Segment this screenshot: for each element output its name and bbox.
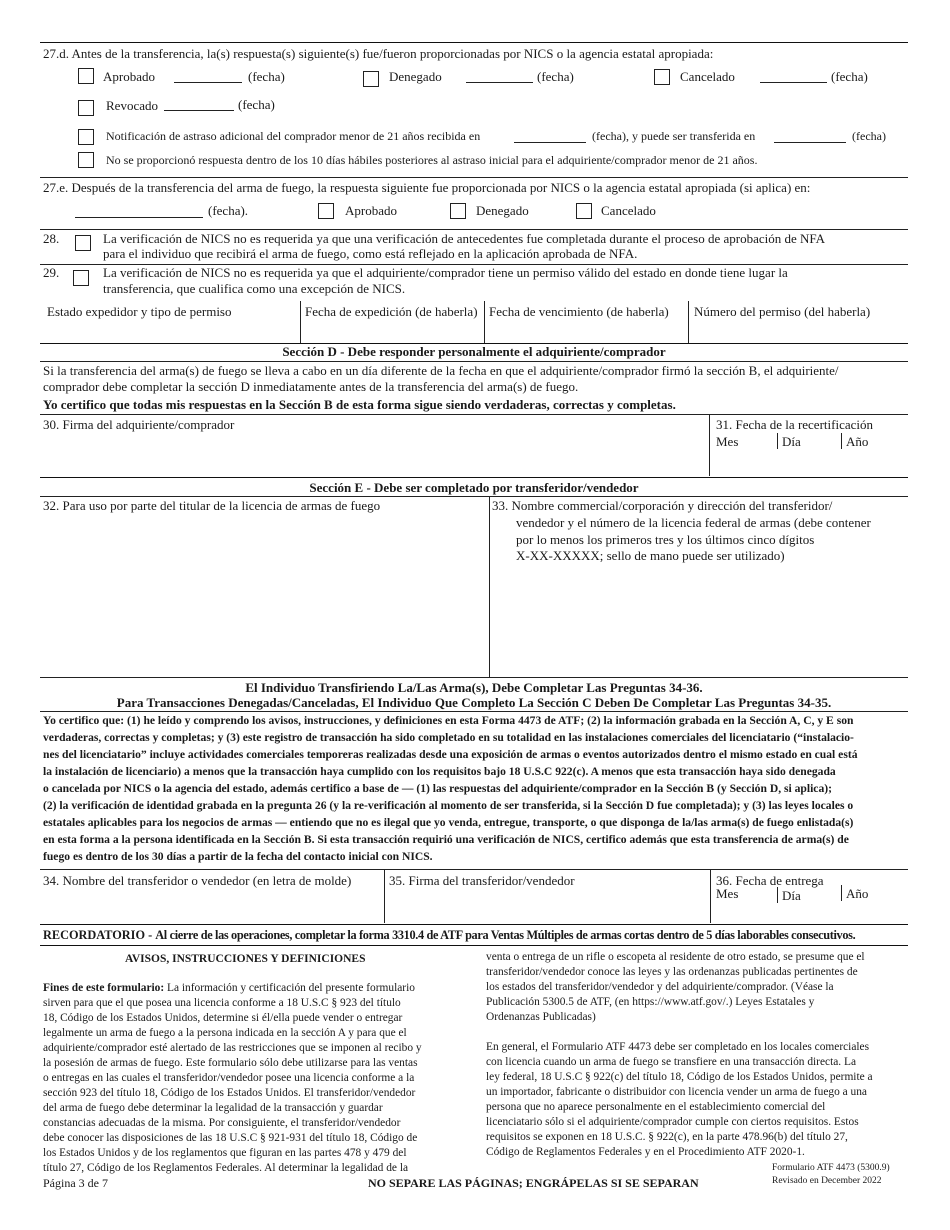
q27d-revoked-checkbox[interactable]: [78, 100, 94, 116]
q27d-label: 27.d. Antes de la transferencia, la(s) respuesta(s) siguiente(s) fue/fueron proporcionadas por NICS o la agencia estatal apropiada:: [43, 46, 714, 61]
q27d-no-response-label: No se proporcionó respuesta dentro de los 10 días hábiles posteriores al astraso inicial para el adquiriente/comprador menor de 21 años.: [106, 153, 758, 167]
divider: [777, 433, 778, 449]
q36-date-field[interactable]: [714, 904, 904, 922]
q27d-delay-transfer-label: (fecha), y puede ser transferida en: [592, 129, 756, 143]
divider: [384, 869, 385, 923]
q33-line1: 33. Nombre commercial/corporación y dirección del transferidor/: [492, 498, 833, 513]
divider: [40, 869, 908, 870]
fecha-label: (fecha): [831, 69, 868, 84]
q35-signature-field[interactable]: [389, 891, 707, 921]
q31-day-label: Día: [782, 434, 801, 449]
q27d-delay-checkbox[interactable]: [78, 129, 94, 145]
q29-number: 29.: [43, 265, 60, 280]
q31-year-label: Año: [846, 434, 869, 449]
notices-left-text: La información y certificación del presente formulario: [164, 982, 415, 994]
section-d-intro-line1: Si la transferencia del arma(s) de fuego se lleva a cabo en un día diferente de la fecha en que el adquiriente/comprador firmó la sección B, el adquiriente/: [43, 363, 839, 378]
q31-date-field[interactable]: [714, 451, 904, 473]
fecha-label: (fecha): [248, 69, 285, 84]
divider: [40, 229, 908, 230]
q35-label: 35. Firma del transferidor/vendedor: [389, 873, 575, 888]
divider: [40, 677, 908, 678]
q27d-revoked-label: Revocado: [106, 98, 158, 113]
q27e-label: 27.e. Después de la transferencia del arma de fuego, la respuesta siguiente fue proporcionada por NICS o la agencia estatal apropiada (si aplica) en:: [43, 180, 811, 195]
q27d-denied-date-field[interactable]: [466, 82, 533, 83]
q31-label: 31. Fecha de la recertificación: [716, 417, 873, 432]
q28-line2: para el individuo que recibirá el arma de fuego, como está reflejado en la aplicación aprobada de NFA.: [103, 246, 638, 261]
notices-left-lead: Fines de este formulario:: [43, 982, 165, 994]
notices-left-line: o entregas en las cuales el transferidor/vendedor posee una licencia conforme a la: [43, 1072, 415, 1084]
q27d-denied-checkbox[interactable]: [363, 71, 379, 87]
section-d-intro-line2: comprador debe completar la sección D inmediatamente antes de la transferencia del arma(s) de fuego.: [43, 379, 579, 394]
q30-label: 30. Firma del adquiriente/comprador: [43, 417, 235, 432]
q29-line2: transferencia, que cualifica como una excepción de NICS.: [103, 281, 406, 296]
q33-line3: por lo menos los primeros tres y los últimos cinco dígitos: [516, 532, 815, 547]
notices-left-line: sección 923 del título 18, Código de los Estados Unidos. El transferidor/vendedor: [43, 1087, 416, 1099]
q27d-delay-label: Notificación de astraso adicional del comprador menor de 21 años recibida en: [106, 129, 481, 143]
notices-left-line: constancias adecuadas de la misma. Por consiguiente, el transferidor/vendedor: [43, 1117, 401, 1129]
divider: [484, 301, 485, 343]
q27d-approved-checkbox[interactable]: [78, 68, 94, 84]
divider: [40, 945, 908, 946]
q27d-revoked-date-field[interactable]: [164, 110, 234, 111]
divider: [841, 433, 842, 449]
cert-line: estatales aplicables para los negocios de armas — entiendo que no es ilegal que yo venda, entregue, transporte, o que disponga de la/las arma(s) de fuego enlistada(s): [43, 816, 854, 829]
notices-left-line: adquiriente/comprador esté alertado de las restricciones que se imponen al recibo y: [43, 1042, 422, 1054]
reminder-label: RECORDATORIO -: [43, 928, 156, 942]
q27d-cancelled-label: Cancelado: [680, 69, 735, 84]
notices-left-line: debe conocer las disposiciones de las 18 U.S.C § 921-931 del título 18, Código de: [43, 1132, 418, 1144]
cert-line: nes del licenciatario” incluye actividades comerciales temporeras realizadas desde una exposición de armas o eventos autorizados dentro el mismo estado en cual está: [43, 748, 858, 761]
notices-title: AVISOS, INSTRUCCIONES Y DEFINICIONES: [125, 953, 366, 965]
section-d-certify: Yo certifico que todas mis respuestas en la Sección B de esta forma sigue siendo verdaderas, correctas y completas.: [43, 397, 676, 412]
section-e-top-rule: [40, 477, 908, 478]
q27d-approved-label: Aprobado: [103, 69, 155, 84]
notices-right-line: con licencia cuando un arma de fuego se transfiere en una transacción directa. La: [486, 1056, 857, 1068]
fecha-label: (fecha): [852, 129, 886, 143]
section-e-heading1: El Individuo Transfiriendo La/Las Arma(s), Debe Completar Las Preguntas 34-36.: [245, 680, 703, 695]
notices-left-line: sirven para que el que posea una licencia conforme a 18 U.S.C § 923 del título: [43, 997, 401, 1009]
cert-line: en esta forma a la persona identificada en la Sección B. Si esta transacción requirió una verificación de NICS, certifico además que esta transferencia de arma(s) de: [43, 833, 849, 846]
q27d-cancelled-checkbox[interactable]: [654, 69, 670, 85]
notices-left-line: la posesión de armas de fuego. Este formulario sólo debe utilizarse para las ventas: [43, 1057, 418, 1069]
notices-left-line: del arma de fuego debe determinar la legalidad de la transacción y guardar: [43, 1102, 383, 1114]
fecha-label: (fecha): [238, 97, 275, 112]
notices-right-line: ley federal, 18 U.S.C § 922(c) del título 18, Código de los Estados Unidos, permite a: [486, 1071, 873, 1083]
q29-col-number: Número del permiso (del haberla): [694, 304, 871, 319]
notices-right-line: los estados del transferidor/vendedor y del adquiriente/comprador. (Véase la: [486, 981, 834, 993]
notices-right-line: un importador, fabricante o distribuidor con licencia vender un arma de fuego a una: [486, 1086, 867, 1098]
divider: [841, 885, 842, 901]
q27e-cancelled-label: Cancelado: [601, 203, 656, 218]
q29-checkbox[interactable]: [73, 270, 89, 286]
q27e-cancelled-checkbox[interactable]: [576, 203, 592, 219]
reminder-text: Al cierre de las operaciones, completar la forma 3310.4 de ATF para Ventas Múltiples de armas cortas dentro de 5 días laborables consecutivos.: [155, 928, 856, 942]
q27d-approved-date-field[interactable]: [174, 82, 242, 83]
cert-line: fuego es dentro de los 30 días a partir de la fecha del contacto inicial con NICS.: [43, 850, 433, 863]
notices-left-line: 18, Código de los Estados Unidos, determine si él/ella puede vender o entregar: [43, 1012, 403, 1024]
q27e-fecha-label: (fecha).: [208, 203, 249, 218]
q29-col-expire: Fecha de vencimiento (de haberla): [489, 304, 669, 319]
q33-business-field[interactable]: [494, 568, 904, 676]
q30-signature-field[interactable]: [44, 434, 704, 474]
divider: [40, 711, 908, 712]
q29-col-issue: Fecha de expedición (de haberla): [305, 304, 478, 319]
divider: [300, 301, 301, 343]
q27d-delay-transfer-date-field[interactable]: [774, 142, 846, 143]
section-e-heading2: Para Transacciones Denegadas/Canceladas, El Individuo Que Completo La Sección C Deben De Completar Las Preguntas 34-35.: [116, 695, 832, 710]
footer-center-notice: NO SEPARE LAS PÁGINAS; ENGRÁPELAS SI SE SEPARAN: [368, 1176, 699, 1190]
notices-right-line: venta o entrega de un rifle o escopeta al residente de otro estado, se presume que el: [486, 951, 865, 963]
section-e-title: Sección E - Debe ser completado por transferidor/vendedor: [309, 480, 639, 495]
cert-line: verdaderas, correctas y completas; y (3) este registro de transacción ha sido completado en su totalidad en las instalaciones comerciales del licenciatario (“instalacio-: [43, 731, 854, 744]
notices-right-line: Código de Reglamentos Federales y en el Procedimiento ATF 2020-1.: [486, 1146, 805, 1158]
footer-form-number: Formulario ATF 4473 (5300.9): [772, 1163, 890, 1173]
notices-left-line: legalmente un arma de fuego a la persona indicada en la sección A y para que el: [43, 1027, 407, 1039]
q27e-date-field[interactable]: [75, 217, 203, 218]
q27e-approved-label: Aprobado: [345, 203, 397, 218]
divider: [709, 414, 710, 476]
q27e-denied-checkbox[interactable]: [450, 203, 466, 219]
q28-checkbox[interactable]: [75, 235, 91, 251]
section-d-title: Sección D - Debe responder personalmente el adquiriente/comprador: [282, 344, 666, 359]
footer-revised: Revisado en December 2022: [772, 1176, 882, 1186]
q29-line1: La verificación de NICS no es requerida ya que el adquiriente/comprador tiene un permiso válido del estado en donde tiene lugar la: [103, 265, 788, 280]
fecha-label: (fecha): [537, 69, 574, 84]
q31-month-label: Mes: [716, 434, 739, 449]
q27e-denied-label: Denegado: [476, 203, 529, 218]
q32-licensee-field[interactable]: [44, 516, 484, 676]
notices-right-line: licenciatario sólo si el adquiriente/comprador cumple con ciertos requisitos. Estos: [486, 1116, 859, 1128]
notices-right-line: persona que no aparece personalmente en el establecimiento comercial del: [486, 1101, 826, 1113]
q34-name-field[interactable]: [44, 891, 378, 921]
divider: [489, 496, 490, 677]
q34-label: 34. Nombre del transferidor o vendedor (en letra de molde): [43, 873, 352, 888]
q27d-cancelled-date-field[interactable]: [760, 82, 827, 83]
notices-right-line: Ordenanzas Publicadas): [486, 1011, 596, 1023]
footer-page-number: Página 3 de 7: [43, 1176, 108, 1190]
divider: [40, 177, 908, 178]
cert-line: Yo certifico que: (1) he leído y comprendo los avisos, instrucciones, y definiciones en esta Forma 4473 de ATF; (2) la información grabada en la Sección A, C, y E son: [43, 714, 854, 727]
q27d-delay-received-date-field[interactable]: [514, 142, 586, 143]
notices-right-line: requisitos se exponen en 18 U.S.C. § 922(c), en la parte 478.96(b) del título 27,: [486, 1131, 848, 1143]
divider: [40, 414, 908, 415]
q27d-no-response-checkbox[interactable]: [78, 152, 94, 168]
notices-right-line: Publicación 5300.5 de ATF, (en https://www.atf.gov/.) Leyes Estatales y: [486, 996, 815, 1008]
divider: [777, 887, 778, 903]
notices-left-line: los Estados Unidos y de los reglamentos que figuran en las partes 478 y 479 del: [43, 1147, 407, 1159]
divider: [688, 301, 689, 343]
q36-year-label: Año: [846, 886, 869, 901]
q29-col-state: Estado expedidor y tipo de permiso: [47, 304, 232, 319]
q28-number: 28.: [43, 231, 60, 246]
q33-line4: X-XX-XXXXX; sello de mano puede ser utilizado): [516, 548, 785, 563]
divider: [40, 496, 908, 497]
q27e-approved-checkbox[interactable]: [318, 203, 334, 219]
notices-left-line: [43, 981, 415, 996]
q28-line1: La verificación de NICS no es requerida ya que una verificación de antecedentes fue completada durante el proceso de aprobación de NFA: [103, 231, 826, 246]
divider: [40, 361, 908, 362]
q36-month-label: Mes: [716, 886, 739, 901]
divider: [40, 924, 908, 925]
q27d-denied-label: Denegado: [389, 69, 442, 84]
q33-line2: vendedor y el número de la licencia federal de armas (debe contener: [516, 515, 871, 530]
notices-right-line: En general, el Formulario ATF 4473 debe ser completado en los locales comerciales: [486, 1041, 870, 1053]
notices-left-line: título 27, Código de los Reglamentos Federales. Al determinar la legalidad de la: [43, 1162, 409, 1174]
cert-line: la instalación de licenciario) a menos que la transacción haya cumplido con los requisitos bajo 18 U.S.C 922(c). A menos que esta transacción haya sido denegada: [43, 765, 836, 778]
cert-line: o cancelada por NICS o la agencia del estado, además certifico a base de — (1) las respuestas del adquiriente/comprador en la Sección B (y Sección D, si aplica);: [43, 782, 832, 795]
notices-right-line: transferidor/vendedor conoce las leyes y las ordenanzas publicadas pertinentes de: [486, 966, 858, 978]
q32-label: 32. Para uso por parte del titular de la licencia de armas de fuego: [43, 498, 381, 513]
top-rule: [40, 42, 908, 43]
q36-label: 36. Fecha de entrega: [716, 873, 824, 888]
q36-day-label: Día: [782, 888, 801, 903]
cert-line: (2) la verificación de identidad grabada en la pregunta 26 (y la re-verificación al momento de ser transferida, si la Sección D fue completada); y (3) las leyes locales o: [43, 799, 854, 812]
reminder: [43, 928, 855, 943]
divider: [710, 869, 711, 923]
